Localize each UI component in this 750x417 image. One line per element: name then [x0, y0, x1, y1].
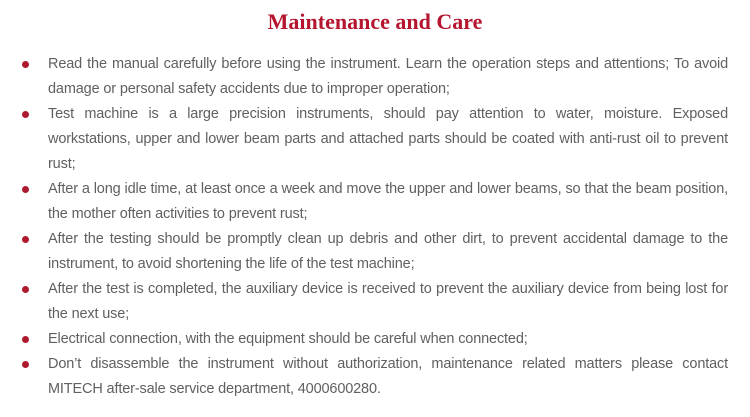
bullet-icon [22, 236, 29, 243]
bullet-icon [22, 111, 29, 118]
maintenance-bullet-list [0, 52, 750, 402]
list-item [22, 327, 728, 352]
list-item-text: Test machine is a large precision instruments, should pay attention to water, moisture. Exposed workstations, upper and lower beam parts and attached parts should be coated with anti-rust oil to prevent rust; [48, 106, 728, 172]
bullet-icon [22, 61, 29, 68]
list-item [22, 277, 728, 327]
list-item-text: Read the manual carefully before using the instrument. Learn the operation steps and attentions; To avoid damage or personal safety accidents due to improper operation; [48, 56, 728, 97]
page-title: Maintenance and Care [267, 9, 483, 34]
bullet-icon [22, 186, 29, 193]
list-item-text: After the testing should be promptly clean up debris and other dirt, to prevent accidental damage to the instrument, to avoid shortening the life of the test machine; [48, 231, 728, 272]
list-item [22, 352, 728, 402]
list-item-text: Don’t disassemble the instrument without authorization, maintenance related matters please contact MITECH after-sale service department, 4000600280. [48, 356, 728, 397]
bullet-icon [22, 286, 29, 293]
list-item [22, 227, 728, 277]
list-item [22, 177, 728, 227]
bullet-icon [22, 361, 29, 368]
list-item [22, 52, 728, 102]
list-item [22, 102, 728, 177]
list-item-text: After the test is completed, the auxiliary device is received to prevent the auxiliary device from being lost for the next use; [48, 281, 728, 322]
bullet-icon [22, 336, 29, 343]
list-item-text: After a long idle time, at least once a week and move the upper and lower beams, so that the beam position, the mother often activities to prevent rust; [48, 181, 728, 222]
list-item-text: Electrical connection, with the equipment should be careful when connected; [48, 331, 528, 347]
